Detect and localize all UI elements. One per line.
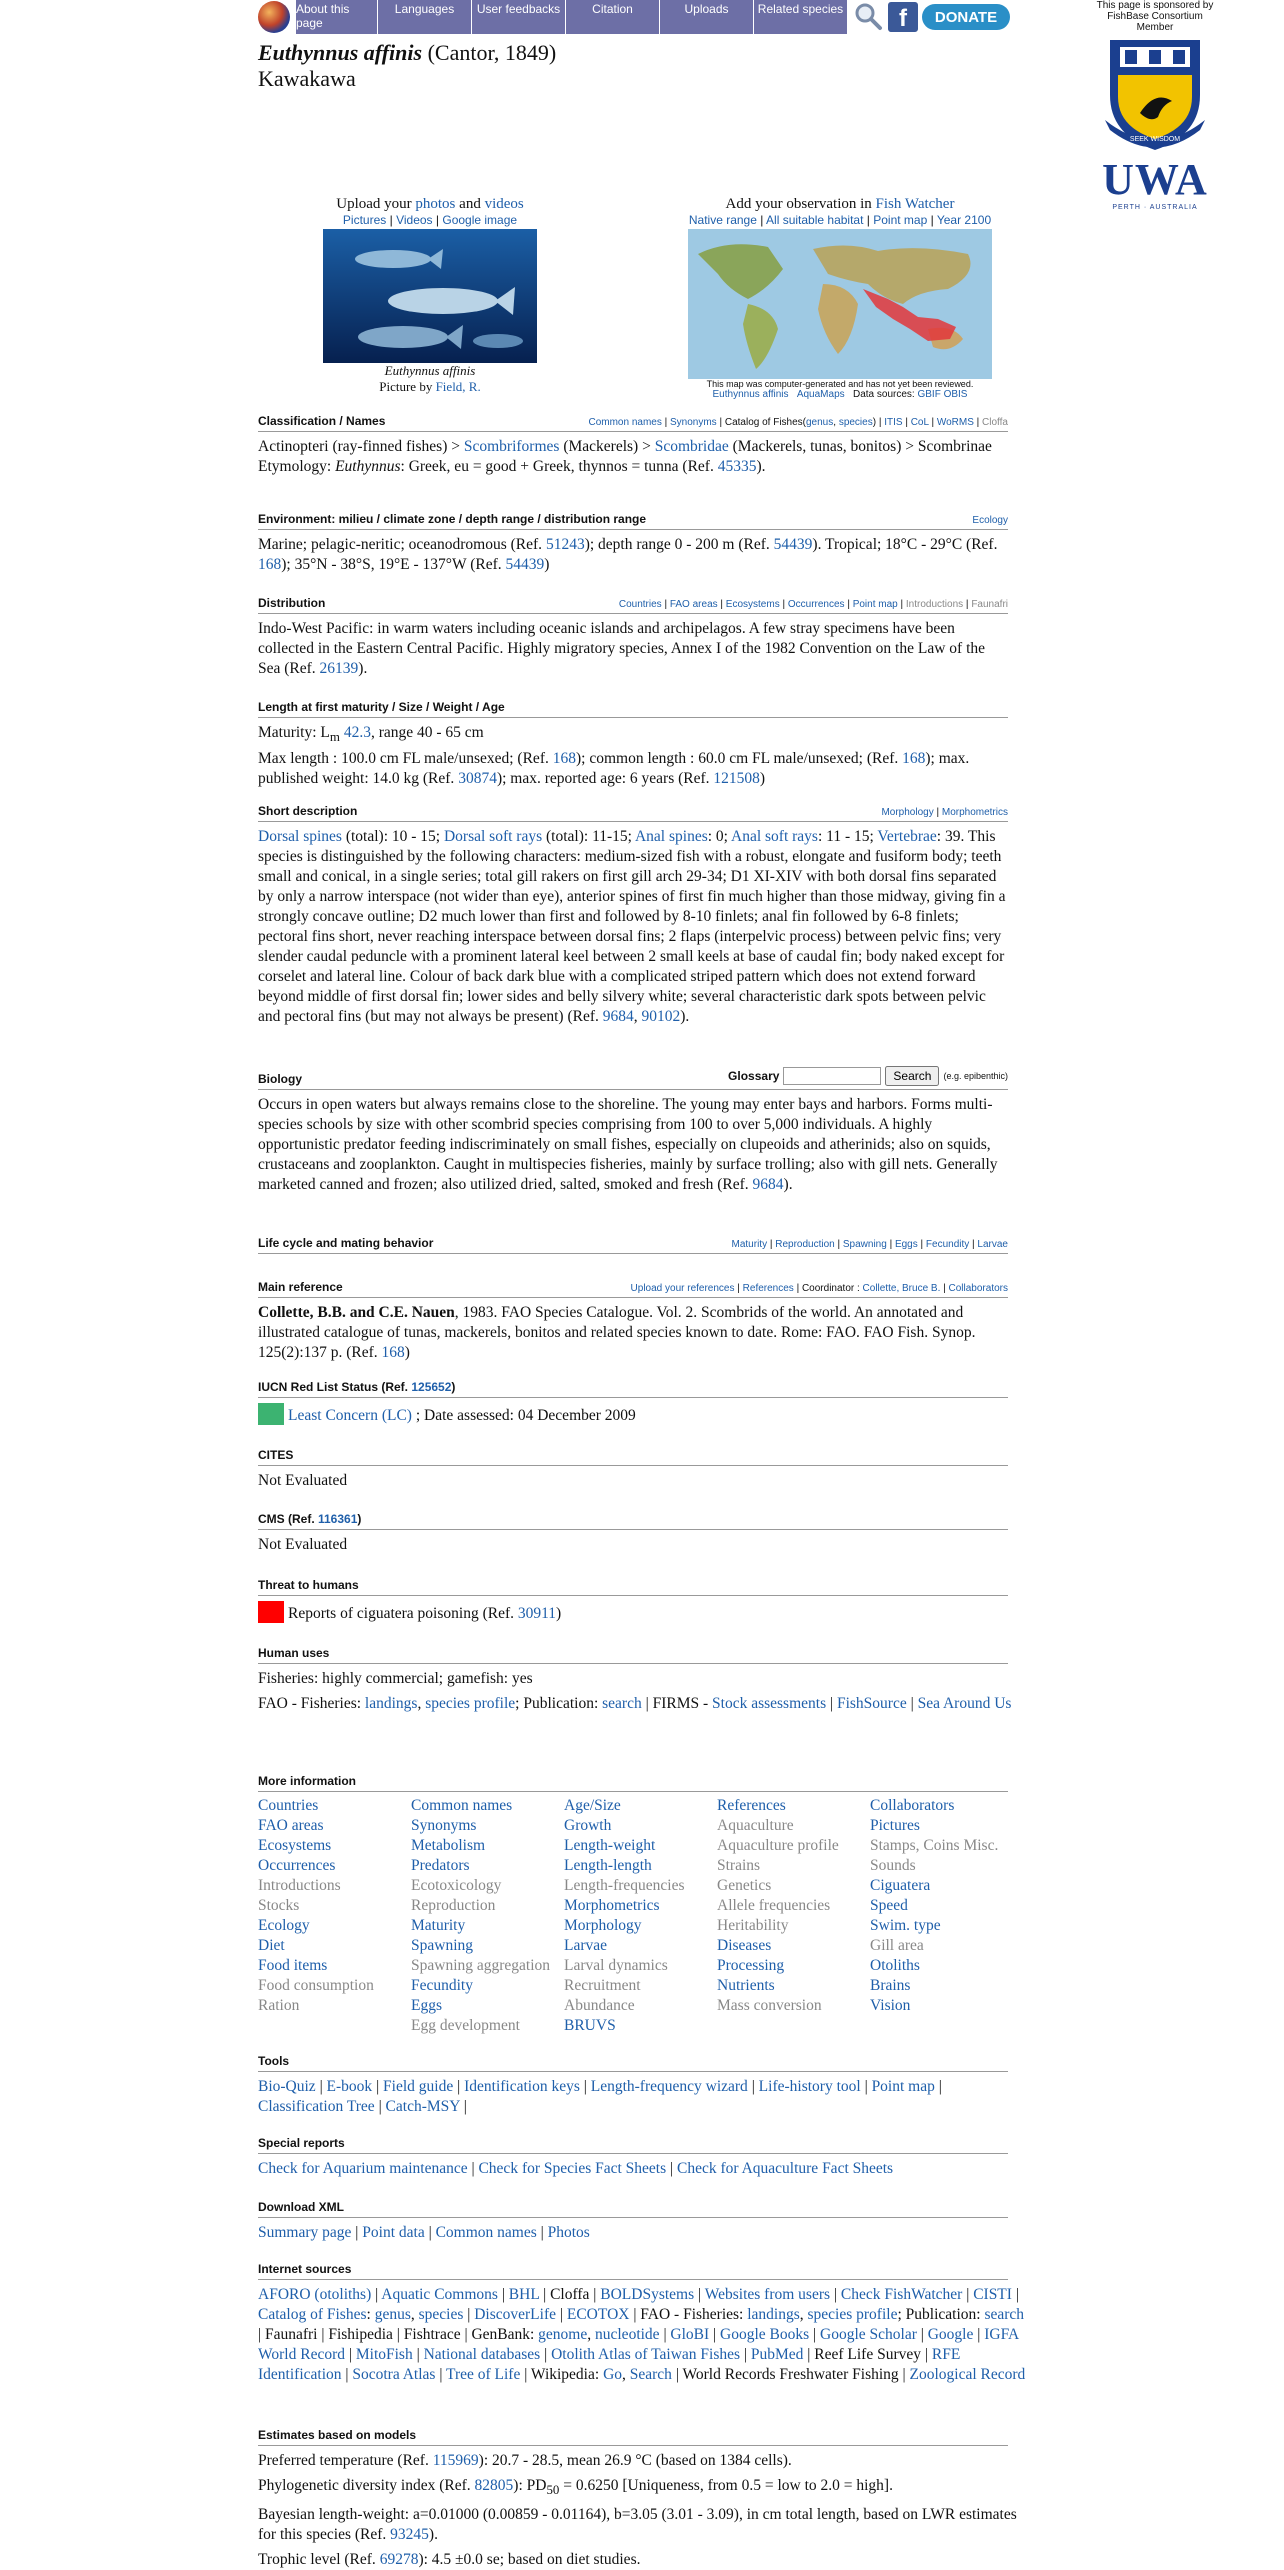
- morphometrics-link[interactable]: Morphometrics: [941, 807, 1008, 818]
- dist-point-map-link[interactable]: Point map: [852, 599, 898, 610]
- anal-spines-link[interactable]: Anal spines: [634, 828, 708, 845]
- more-info-strains-label: Strains: [717, 1857, 761, 1874]
- videos-sub-link[interactable]: Videos: [396, 213, 433, 227]
- biology-heading: Biology: [258, 1072, 302, 1086]
- common-name: Kawakawa: [258, 66, 356, 91]
- search-icon[interactable]: [852, 0, 884, 32]
- more-information-heading: More information: [258, 1774, 356, 1788]
- fao-landings-link[interactable]: landings: [747, 2306, 800, 2323]
- photo-caption: Euthynnus affinis: [384, 363, 476, 378]
- length-heading: Length at first maturity / Size / Weight / Age: [258, 700, 505, 714]
- more-info-ciguatera-link[interactable]: Ciguatera: [870, 1877, 931, 1894]
- globi-link[interactable]: GloBI: [670, 2326, 710, 2343]
- more-info-ration-label: Ration: [258, 1997, 300, 2014]
- more-info-recruitment-label: Recruitment: [564, 1977, 641, 1994]
- scombridae-link[interactable]: Scombridae: [654, 438, 729, 455]
- sponsor-panel: [1090, 0, 1220, 213]
- fao-species-profile-link[interactable]: species profile: [807, 2306, 898, 2323]
- glossary-example: (e.g. epibenthic): [943, 1071, 1008, 1081]
- col-link[interactable]: CoL: [910, 417, 929, 428]
- nav-related-species-button[interactable]: Related species: [754, 0, 848, 34]
- nav-user-feedbacks-button[interactable]: User feedbacks: [472, 0, 566, 34]
- more-info-maturity-link[interactable]: Maturity: [411, 1917, 466, 1934]
- more-info-length-frequencies-label: Length-frequencies: [564, 1877, 685, 1894]
- national-databases-link[interactable]: National databases: [423, 2346, 541, 2363]
- special-reports-list: Check for Aquarium maintenance | Check for Species Fact Sheets | Check for Aquaculture Fact Sheets: [258, 2160, 894, 2177]
- catalog-fishes-link[interactable]: Catalog of Fishes: [258, 2306, 367, 2323]
- species-name: Euthynnus affinis: [258, 40, 423, 65]
- boldsystems-link[interactable]: BOLDSystems: [600, 2286, 695, 2303]
- map-species-link[interactable]: Euthynnus affinis: [712, 389, 789, 400]
- sea-around-us-link[interactable]: Sea Around Us: [917, 1695, 1012, 1712]
- references-link[interactable]: References: [742, 1283, 794, 1294]
- more-info-reproduction-label: Reproduction: [411, 1897, 496, 1914]
- more-info-length-weight-link[interactable]: Length-weight: [564, 1837, 656, 1854]
- stock-assessments-link[interactable]: Stock assessments: [712, 1695, 827, 1712]
- tools-section: [258, 2054, 1008, 2117]
- ecotox-link[interactable]: ECOTOX: [566, 2306, 630, 2323]
- report-check-for-aquaculture-fact-sheets-link[interactable]: Check for Aquaculture Fact Sheets: [677, 2160, 894, 2177]
- year-2100-link[interactable]: Year 2100: [936, 213, 992, 227]
- more-info-eggs-link[interactable]: Eggs: [411, 1997, 442, 2014]
- morphology-link[interactable]: Morphology: [881, 807, 934, 818]
- occurrences-link[interactable]: Occurrences: [787, 599, 845, 610]
- gbif-obis-link[interactable]: GBIF OBIS: [917, 389, 968, 400]
- len-ref-1[interactable]: 168: [552, 750, 576, 768]
- sponsor-place: PERTH · AUSTRALIA: [1112, 204, 1198, 211]
- xml-common-names-link[interactable]: Common names: [435, 2224, 537, 2241]
- more-info-countries-link[interactable]: Countries: [258, 1797, 319, 1814]
- discoverlife-link[interactable]: DiscoverLife: [474, 2306, 557, 2323]
- species-profile-link[interactable]: species profile: [425, 1695, 516, 1712]
- sponsor-logo-text[interactable]: UWA: [1102, 155, 1208, 204]
- tool-classification-tree-link[interactable]: Classification Tree: [258, 2098, 375, 2115]
- videos-link[interactable]: videos: [484, 196, 524, 212]
- upload-text: Upload your: [336, 196, 416, 212]
- photo-credit-label: Picture by: [379, 379, 436, 394]
- environment-text: Marine; pelagic-neritic; oceanodromous (Ref. 51243); depth range 0 - 200 m (Ref. 54439). Tropical; 18°C - 29°C (Ref. 168); 35°N - 38°S, 19°E - 137°W (Ref. 54439): [258, 536, 998, 573]
- more-info-abundance-label: Abundance: [564, 1997, 635, 2014]
- bhl-link[interactable]: BHL: [508, 2286, 540, 2303]
- trophic-level: Trophic level (Ref. 69278): 4.5 ±0.0 se; based on diet studies.: [258, 2551, 641, 2569]
- xml-summary-page-link[interactable]: Summary page: [258, 2224, 352, 2241]
- sponsor-motto: SEEK WISDOM: [1129, 136, 1181, 143]
- main-reference-text: Collette, B.B. and C.E. Nauen, 1983. FAO Species Catalogue. Vol. 2. Scombrids of the world. An annotated and illustrated catalogue of tunas, mackerels, bonitos and related species known to date. Rome: FAO. FAO Fish. Synop. 125(2):137 p. (Ref. 168): [258, 1304, 976, 1361]
- tools-heading: Tools: [258, 2054, 290, 2068]
- more-info-bruvs-link[interactable]: BRUVS: [564, 2017, 616, 2034]
- facebook-icon[interactable]: f: [888, 2, 918, 32]
- google-books-link[interactable]: Google Books: [720, 2326, 810, 2343]
- classification-text: Actinopteri (ray-finned fishes) > Scombriformes (Mackerels) > Scombridae (Mackerels, tunas, bonitos) > Scombrinae Etymology: Euthynnus: Greek, eu = good + Greek, thynnos = tunna (Ref. 45335).: [258, 438, 992, 475]
- more-info-aquaculture-profile-label: Aquaculture profile: [717, 1837, 839, 1854]
- more-info-genetics-label: Genetics: [717, 1877, 772, 1894]
- more-info-aquaculture-label: Aquaculture: [717, 1817, 794, 1834]
- countries-link[interactable]: Countries: [618, 599, 662, 610]
- more-info-stocks-label: Stocks: [258, 1897, 300, 1914]
- glossary-label: Glossary: [728, 1069, 780, 1083]
- lc-fecundity-link[interactable]: Fecundity: [925, 1239, 970, 1250]
- threat-heading: Threat to humans: [258, 1578, 359, 1592]
- env-ref-2[interactable]: 54439: [773, 536, 813, 553]
- point-map-link[interactable]: Point map: [873, 213, 928, 227]
- more-info-ecosystems-link[interactable]: Ecosystems: [258, 1837, 332, 1854]
- environment-heading: Environment: milieu / climate zone / depth range / distribution range: [258, 512, 647, 526]
- dorsal-spines-link[interactable]: Dorsal spines: [258, 828, 342, 845]
- ecology-link[interactable]: Ecology: [972, 515, 1008, 526]
- otolith-atlas-link[interactable]: Otolith Atlas of Taiwan Fishes: [551, 2346, 741, 2363]
- native-range-link[interactable]: Native range: [688, 213, 757, 227]
- est-ref-2[interactable]: 82805: [474, 2477, 514, 2494]
- google-link[interactable]: Google: [927, 2326, 974, 2343]
- nav-uploads-button[interactable]: Uploads: [660, 0, 754, 34]
- more-info-food-consumption-label: Food consumption: [258, 1977, 374, 1994]
- tools-list: Bio-Quiz | E-book | Field guide | Identification keys | Length-frequency wizard | Life-history tool | Point map | Classification Tree | Catch-MSY |: [258, 2078, 942, 2115]
- tool-bio-quiz-link[interactable]: Bio-Quiz: [258, 2078, 316, 2095]
- fishbase-globe-icon[interactable]: [258, 1, 290, 33]
- introductions-label: Introductions: [905, 599, 964, 610]
- more-info-ecotoxicology-label: Ecotoxicology: [411, 1877, 502, 1894]
- download-xml-section: [258, 2200, 1008, 2243]
- more-info-references-link[interactable]: References: [717, 1797, 786, 1814]
- report-check-for-aquarium-maintenance-link[interactable]: Check for Aquarium maintenance: [258, 2160, 468, 2177]
- coordinator-label: Coordinator :: [801, 1283, 863, 1294]
- internet-sources-text: AFORO (otoliths) | Aquatic Commons | BHL | Cloffa | BOLDSystems | Websites from users | Check FishWatcher | CISTI | Catalog of Fishes: genus, species | DiscoverLife | ECOTOX | FAO - Fisheries: landings, species profile; Publication: search | Faunafri | Fishipedia | Fishtrace | GenBank: genome, nucleotide | GloBI | Google Books | Google Scholar | Google | IGFA World Record | MitoFish | National databases | Otolith Atlas of Taiwan Fishes | PubMed | Reef Life Survey | RFE Identification | Socotra Atlas | Tree of Life | Wikipedia: Go, Search | World Records Freshwater Fishing | Zoological Record: [258, 2286, 1026, 2383]
- tool-life-history-tool-link[interactable]: Life-history tool: [758, 2078, 861, 2095]
- more-info-mass-conversion-label: Mass conversion: [717, 1997, 822, 2014]
- fao-areas-link[interactable]: FAO areas: [669, 599, 718, 610]
- worms-link[interactable]: WoRMS: [936, 417, 974, 428]
- est-ref-3[interactable]: 93245: [390, 2526, 429, 2544]
- classification-heading: Classification / Names: [258, 414, 386, 428]
- pictures-link[interactable]: Pictures: [342, 213, 387, 227]
- distribution-text: Indo-West Pacific: in warm waters including oceanic islands and archipelagos. A few stray specimens have been collected in the Eastern Central Pacific. Highly migratory species, Annex I of the 1982 Convention on the Law of the Sea (Ref. 26139).: [258, 620, 986, 677]
- max-length-text: Max length : 100.0 cm FL male/unsexed; (Ref. 168); common length : 60.0 cm FL male/unsexed; (Ref. 168); max. published weight: 14.0 kg (Ref. 30874); max. reported age: 6 years (Ref. 121508): [258, 750, 970, 788]
- lc-spawning-link[interactable]: Spawning: [842, 1239, 887, 1250]
- glossary-input[interactable]: [783, 1067, 881, 1085]
- etymology-ref-link[interactable]: 45335: [717, 458, 757, 475]
- xml-photos-link[interactable]: Photos: [547, 2224, 590, 2241]
- length-section: [258, 700, 1008, 789]
- threat-text: Reports of ciguatera poisoning (Ref. 30911): [258, 1601, 1008, 1624]
- lc-larvae-link[interactable]: Larvae: [977, 1239, 1008, 1250]
- more-info-column: [258, 1796, 411, 2036]
- more-info-morphology-link[interactable]: Morphology: [564, 1917, 642, 1934]
- more-info-vision-link[interactable]: Vision: [870, 1997, 911, 2014]
- more-info-age-size-link[interactable]: Age/Size: [564, 1797, 621, 1814]
- photo-panel: Upload your photos and videos Pictures | Videos | Google image Euthynnus affinis Picture by Field, R.: [300, 196, 560, 395]
- estimates-section: [258, 2428, 1028, 2570]
- more-info-larvae-link[interactable]: Larvae: [564, 1937, 608, 1954]
- check-fishwatcher-link[interactable]: Check FishWatcher: [840, 2286, 963, 2303]
- more-info-column: [564, 1796, 717, 2036]
- environment-section: [258, 512, 1008, 575]
- data-sources-label: Data sources:: [852, 389, 918, 400]
- more-info-allele-frequencies-label: Allele frequencies: [717, 1897, 831, 1914]
- more-info-spawning-aggregation-label: Spawning aggregation: [411, 1957, 551, 1974]
- synonyms-link[interactable]: Synonyms: [670, 417, 717, 428]
- coordinator-link[interactable]: Collette, Bruce B.: [862, 1283, 941, 1294]
- iucn-section: [258, 1380, 1008, 1426]
- env-ref-1[interactable]: 51243: [545, 536, 585, 553]
- faunafri-label: Faunafri: [971, 599, 1008, 610]
- map-panel: Add your observation in Fish Watcher Native range | All suitable habitat | Point map | Year 2100 This map was computer-generated and has not yet been reviewed. Euthynnus affinis AquaMaps Data sources: GBIF OBIS: [660, 196, 1020, 400]
- rfe-link[interactable]: RFE Identification: [258, 2346, 961, 2383]
- env-ref-3[interactable]: 168: [258, 556, 282, 573]
- publication-search-link[interactable]: search: [602, 1695, 642, 1712]
- cof-genus-link[interactable]: genus: [374, 2306, 411, 2323]
- tool-catch-msy-link[interactable]: Catch-MSY: [385, 2098, 460, 2115]
- fao-fisheries-line: FAO - Fisheries: landings, species profile; Publication: search | FIRMS - Stock assessments | FishSource | Sea Around Us: [258, 1695, 1012, 1712]
- short-description-heading: Short description: [258, 804, 358, 818]
- wikipedia-go-link[interactable]: Go: [603, 2366, 623, 2383]
- vertebrae-link[interactable]: Vertebrae: [877, 828, 937, 845]
- tool-point-map-link[interactable]: Point map: [871, 2078, 935, 2095]
- classification-section: Classification / Names Common names | Synonyms | Catalog of Fishes(genus, species) | ITIS | CoL | WoRMS | Cloffa Actinopteri (ray-finned fishes) > Scombriformes (Mackerels) > Scombridae (Mackerels, tunas, bonitos) > Scombrinae Etymology: Euthynnus: Greek, eu = good + Greek, thynnos = tunna (Ref. 45335).: [258, 414, 1008, 475]
- more-info-brains-link[interactable]: Brains: [870, 1977, 911, 1994]
- iucn-status-swatch: [258, 1403, 284, 1425]
- tree-of-life-link[interactable]: Tree of Life: [446, 2366, 521, 2383]
- report-check-for-species-fact-sheets-link[interactable]: Check for Species Fact Sheets: [478, 2160, 667, 2177]
- iucn-heading: IUCN Red List Status (Ref. 125652): [258, 1380, 456, 1394]
- iucn-status: Least Concern (LC) ; Date assessed: 04 December 2009: [258, 1403, 1008, 1426]
- biology-ref-link[interactable]: 9684: [752, 1176, 784, 1193]
- donate-label: DONATE: [934, 8, 998, 26]
- cms-heading: CMS (Ref. 116361): [258, 1512, 362, 1526]
- tool-length-frequency-wizard-link[interactable]: Length-frequency wizard: [590, 2078, 748, 2095]
- more-info-spawning-link[interactable]: Spawning: [411, 1937, 473, 1954]
- main-reference-heading: Main reference: [258, 1280, 343, 1294]
- threat-swatch: [258, 1601, 284, 1623]
- cof-species-link[interactable]: species: [418, 2306, 464, 2323]
- maturity-text: Maturity: $L_m$ 42.3, range 40 - 65 cm: [258, 724, 484, 745]
- wikipedia-search-link[interactable]: Search: [629, 2366, 672, 2383]
- more-info-diet-link[interactable]: Diet: [258, 1937, 285, 1954]
- est-ref-4[interactable]: 69278: [379, 2551, 419, 2569]
- more-info-ecology-link[interactable]: Ecology: [258, 1917, 310, 1934]
- threat-section: [258, 1578, 1008, 1624]
- internet-sources-heading: Internet sources: [258, 2262, 352, 2276]
- more-info-column: [717, 1796, 870, 2036]
- scombriformes-link[interactable]: Scombriformes: [463, 438, 560, 455]
- more-info-column: [411, 1796, 564, 2036]
- life-cycle-heading: Life cycle and mating behavior: [258, 1236, 434, 1250]
- cites-text: Not Evaluated: [258, 1472, 348, 1489]
- species-link[interactable]: species: [838, 417, 873, 428]
- more-info-food-items-link[interactable]: Food items: [258, 1957, 328, 1974]
- cms-text: Not Evaluated: [258, 1536, 348, 1553]
- donate-button[interactable]: [922, 4, 1010, 30]
- google-scholar-link[interactable]: Google Scholar: [820, 2326, 917, 2343]
- dorsal-soft-rays-link[interactable]: Dorsal soft rays: [443, 828, 543, 845]
- more-info-length-length-link[interactable]: Length-length: [564, 1857, 652, 1874]
- nav-about-button[interactable]: About this page: [296, 0, 378, 34]
- len-ref-4[interactable]: 121508: [713, 770, 760, 788]
- glossary-search-button[interactable]: Search: [885, 1066, 939, 1086]
- suitable-habitat-link[interactable]: All suitable habitat: [766, 213, 864, 227]
- estimates-heading: Estimates based on models: [258, 2428, 417, 2442]
- aquamaps-link[interactable]: AquaMaps: [796, 389, 845, 400]
- genbank-nucleotide-link[interactable]: nucleotide: [595, 2326, 660, 2343]
- threat-ref-link[interactable]: 30911: [517, 1605, 557, 1622]
- env-ref-4[interactable]: 54439: [505, 556, 545, 573]
- fisheries-text: Fisheries: highly commercial; gamefish: yes: [258, 1670, 533, 1687]
- human-uses-section: [258, 1646, 1038, 1714]
- dist-ref-link[interactable]: 26139: [319, 660, 359, 677]
- fishsource-link[interactable]: FishSource: [836, 1695, 907, 1712]
- aquatic-commons-link[interactable]: Aquatic Commons: [381, 2286, 498, 2303]
- more-info-pictures-link[interactable]: Pictures: [870, 1817, 920, 1834]
- more-info-otoliths-link[interactable]: Otoliths: [870, 1957, 920, 1974]
- more-info-egg-development-label: Egg development: [411, 2017, 520, 2034]
- more-info-column: [870, 1796, 1023, 2036]
- short-ref-2[interactable]: 90102: [641, 1008, 681, 1025]
- uwa-crest-icon[interactable]: [1100, 35, 1210, 155]
- main-ref-link[interactable]: 168: [381, 1344, 405, 1361]
- distribution-section: Distribution Countries | FAO areas | Ecosystems | Occurrences | Point map | Introductions | Faunafri Indo-West Pacific: in warm waters including oceanic islands and archipelagos. A few stray specimens have been collected in the Eastern Central Pacific. Highly migratory species, Annex I of the 1982 Convention on the Law of the Sea (Ref. 26139).: [258, 596, 1008, 677]
- species-author: (Cantor, 1849): [427, 40, 557, 65]
- photo-credit-link[interactable]: Field, R.: [435, 379, 481, 394]
- more-info-gill-area-label: Gill area: [870, 1937, 924, 1954]
- cites-section: [258, 1448, 1008, 1491]
- more-info-common-names-link[interactable]: Common names: [411, 1797, 513, 1814]
- maturity-link[interactable]: 42.3: [343, 724, 371, 741]
- distribution-heading: Distribution: [258, 596, 326, 610]
- igfa-link[interactable]: IGFA World Record: [258, 2326, 1019, 2363]
- iucn-ref-link[interactable]: 125652: [411, 1380, 452, 1394]
- sponsor-line1: This page is sponsored by: [1096, 0, 1214, 11]
- ecosystems-link[interactable]: Ecosystems: [725, 599, 780, 610]
- more-info-collaborators-link[interactable]: Collaborators: [870, 1797, 955, 1814]
- genbank-genome-link[interactable]: genome: [538, 2326, 588, 2343]
- map-note: This map was computer-generated and has not yet been reviewed.: [706, 379, 974, 389]
- more-info-fecundity-link[interactable]: Fecundity: [411, 1977, 473, 1994]
- websites-link[interactable]: Websites from users: [704, 2286, 831, 2303]
- more-info-predators-link[interactable]: Predators: [411, 1857, 470, 1874]
- lc-reproduction-link[interactable]: Reproduction: [775, 1239, 835, 1250]
- distribution-map[interactable]: [688, 229, 992, 379]
- socotra-link[interactable]: Socotra Atlas: [352, 2366, 436, 2383]
- top-nav: [258, 0, 1010, 34]
- more-information-grid: [258, 1796, 1028, 2036]
- more-info-diseases-link[interactable]: Diseases: [717, 1937, 772, 1954]
- special-reports-section: [258, 2136, 1008, 2179]
- catalog-label: Catalog of Fishes(: [724, 417, 806, 428]
- cites-link[interactable]: CISTI: [973, 2286, 1012, 2303]
- more-info-nutrients-link[interactable]: Nutrients: [717, 1977, 775, 1994]
- cites-heading: CITES: [258, 1448, 294, 1462]
- more-info-occurrences-link[interactable]: Occurrences: [258, 1857, 336, 1874]
- more-information-section: [258, 1774, 1028, 2036]
- cms-section: [258, 1512, 1008, 1555]
- cloffa-label: Cloffa: [982, 417, 1008, 428]
- more-info-heritability-label: Heritability: [717, 1917, 789, 1934]
- nav-languages-button[interactable]: Languages: [378, 0, 472, 34]
- more-info-sounds-label: Sounds: [870, 1857, 916, 1874]
- aforo-link[interactable]: AFORO (otoliths): [258, 2286, 372, 2303]
- tool-e-book-link[interactable]: E-book: [326, 2078, 373, 2095]
- phylogenetic-diversity: Phylogenetic diversity index (Ref. 82805): $PD_{50} = 0.6250$ [Uniqueness, from 0.5 = low to 2.0 = high].: [258, 2477, 893, 2498]
- biology-section: [258, 1066, 1008, 1195]
- nav-citation-button[interactable]: Citation: [566, 0, 660, 34]
- itis-link[interactable]: ITIS: [884, 417, 903, 428]
- xml-point-data-link[interactable]: Point data: [362, 2224, 425, 2241]
- species-photo[interactable]: [323, 229, 537, 363]
- special-reports-heading: Special reports: [258, 2136, 345, 2150]
- species-title: [258, 40, 556, 92]
- mitofish-link[interactable]: MitoFish: [355, 2346, 413, 2363]
- more-info-speed-link[interactable]: Speed: [870, 1897, 908, 1914]
- short-description-text: Dorsal spines (total): 10 - 15; Dorsal soft rays (total): 11-15; Anal spines: 0; Anal soft rays: 11 - 15; Vertebrae: 39. This species is distinguished by the following characters: medium-sized fish with a robust, elongate and fusiform body; teeth small and conical, in a single series; total gill rakers on first gill arch 29-34; D1 XI-XIV with both dorsal fins separated by only a narrow interspace (not wider than eye), anterior spines of first fin much higher than those midway, giving fin a strongly concave outline; D2 much lower than first and followed by 8-10 finlets; anal fin followed by 6-8 finlets; pectoral fins short, never reaching interspace between dorsal fins; 2 flaps (interpelvic process) between pelvic fins; very slender caudal peduncle with a prominent lateral keel between 2 small keels at base of caudal fin; body naked except for corselet and lateral line. Colour of back dark blue with a complicated striped pattern which does not extend forward beyond middle of first dorsal fin; lower sides and belly silvery white; several characteristic dark spots between pelvic and pectoral fins (but may not always be present) (Ref. 9684, 90102).: [258, 828, 1006, 1025]
- more-info-synonyms-link[interactable]: Synonyms: [411, 1817, 477, 1834]
- bayesian-length-weight: Bayesian length-weight: a=0.01000 (0.00859 - 0.01164), b=3.05 (3.01 - 3.09), in cm total length, based on LWR estimates for this species (Ref. 93245).: [258, 2506, 1017, 2544]
- lc-maturity-link[interactable]: Maturity: [731, 1239, 768, 1250]
- cms-ref-link[interactable]: 116361: [318, 1512, 358, 1526]
- upload-references-link[interactable]: Upload your references: [630, 1283, 735, 1294]
- len-ref-2[interactable]: 168: [902, 750, 926, 768]
- more-info-metabolism-link[interactable]: Metabolism: [411, 1837, 486, 1854]
- genus-link[interactable]: genus: [806, 417, 834, 428]
- download-xml-heading: Download XML: [258, 2200, 344, 2214]
- collaborators-link[interactable]: Collaborators: [948, 1283, 1008, 1294]
- more-info-stamps-coins-misc-label: Stamps, Coins Misc.: [870, 1837, 999, 1854]
- fish-watcher-link[interactable]: Fish Watcher: [875, 196, 955, 212]
- biology-text: Occurs in open waters but always remains close to the shoreline. The young may enter bays and harbors. Forms multi-species schools by size with other scombrid species comprising from 100 to over 5,000 individuals. A highly opportunistic predator feeding indiscriminately on small fishes, especially on clupeoids and atherinids; also on squids, crustaceans and zooplankton. Caught in multispecies fisheries, mainly by surface trolling; also with gill nets. Generally marketed canned and frozen; also utilized dried, salted, smoked and fresh (Ref. 9684).: [258, 1096, 998, 1193]
- short-description-section: Short description Morphology | Morphometrics Dorsal spines (total): 10 - 15; Dorsal soft rays (total): 11-15; Anal spines: 0; Anal soft rays: 11 - 15; Vertebrae: 39. This species is distinguished by the following characters: medium-sized fish with a robust, elongate and fusiform body; teeth small and conical, in a single series; total gill rakers on first gill arch 29-34; D1 XI-XIV with both dorsal fins separated by only a narrow interspace (not wider than eye), anterior spines of first fin much higher than those midway, giving fin a strongly concave outline; D2 much lower than first and followed by 8-10 finlets; anal fin followed by 6-8 finlets; pectoral fins short, never reaching interspace between dorsal fins; 2 flaps (interpelvic process) between pelvic fins; very slender caudal peduncle with a prominent lateral keel between 2 small keels at base of caudal fin; body naked except for corselet and lateral line. Colour of back dark blue with a complicated striped pattern which does not extend forward beyond middle of first dorsal fin; lower sides and belly silvery white; several characteristic dark spots between pelvic and pectoral fins (but may not always be present) (Ref. 9684, 90102).: [258, 804, 1008, 1025]
- landings-link[interactable]: landings: [364, 1695, 418, 1712]
- more-info-growth-link[interactable]: Growth: [564, 1817, 612, 1834]
- sponsor-line2: FishBase Consortium Member: [1107, 11, 1203, 33]
- photos-link[interactable]: photos: [415, 196, 456, 212]
- upload-and: and: [455, 196, 485, 212]
- anal-soft-rays-link[interactable]: Anal soft rays: [731, 828, 818, 845]
- internet-sources-section: [258, 2262, 1028, 2385]
- pubmed-link[interactable]: PubMed: [750, 2346, 804, 2363]
- short-ref-1[interactable]: 9684: [602, 1008, 634, 1025]
- more-info-introductions-label: Introductions: [258, 1877, 341, 1894]
- human-uses-heading: Human uses: [258, 1646, 330, 1660]
- more-info-fao-areas-link[interactable]: FAO areas: [258, 1817, 324, 1834]
- preferred-temperature: Preferred temperature (Ref. 115969): 20.7 - 28.5, mean 26.9 °C (based on 1384 cells).: [258, 2452, 792, 2469]
- lc-eggs-link[interactable]: Eggs: [894, 1239, 918, 1250]
- more-info-morphometrics-link[interactable]: Morphometrics: [564, 1897, 660, 1914]
- tool-identification-keys-link[interactable]: Identification keys: [464, 2078, 580, 2095]
- tool-field-guide-link[interactable]: Field guide: [383, 2078, 454, 2095]
- more-info-swim-type-link[interactable]: Swim. type: [870, 1917, 941, 1934]
- more-info-larval-dynamics-label: Larval dynamics: [564, 1957, 668, 1974]
- fao-search-link[interactable]: search: [984, 2306, 1025, 2323]
- google-image-link[interactable]: Google image: [442, 213, 518, 227]
- observation-text: Add your observation in: [725, 196, 876, 212]
- common-names-link[interactable]: Common names: [588, 417, 662, 428]
- least-concern-link[interactable]: Least Concern (LC): [288, 1407, 412, 1424]
- zoological-record-link[interactable]: Zoological Record: [909, 2366, 1026, 2383]
- main-reference-section: Main reference Upload your references | References | Coordinator : Collette, Bruce B. | Collaborators Collette, B.B. and C.E. Nauen, 1983. FAO Species Catalogue. Vol. 2. Scombrids of the world. An annotated and illustrated catalogue of tunas, mackerels, bonitos and related species known to date. Rome: FAO. FAO Fish. Synop. 125(2):137 p. (Ref. 168): [258, 1280, 1008, 1361]
- life-cycle-section: Life cycle and mating behavior Maturity | Reproduction | Spawning | Eggs | Fecundity | Larvae: [258, 1236, 1008, 1254]
- more-info-processing-link[interactable]: Processing: [717, 1957, 785, 1974]
- len-ref-3[interactable]: 30874: [458, 770, 497, 788]
- est-ref-1[interactable]: 115969: [432, 2452, 479, 2469]
- download-xml-list: Summary page | Point data | Common names | Photos: [258, 2224, 590, 2241]
